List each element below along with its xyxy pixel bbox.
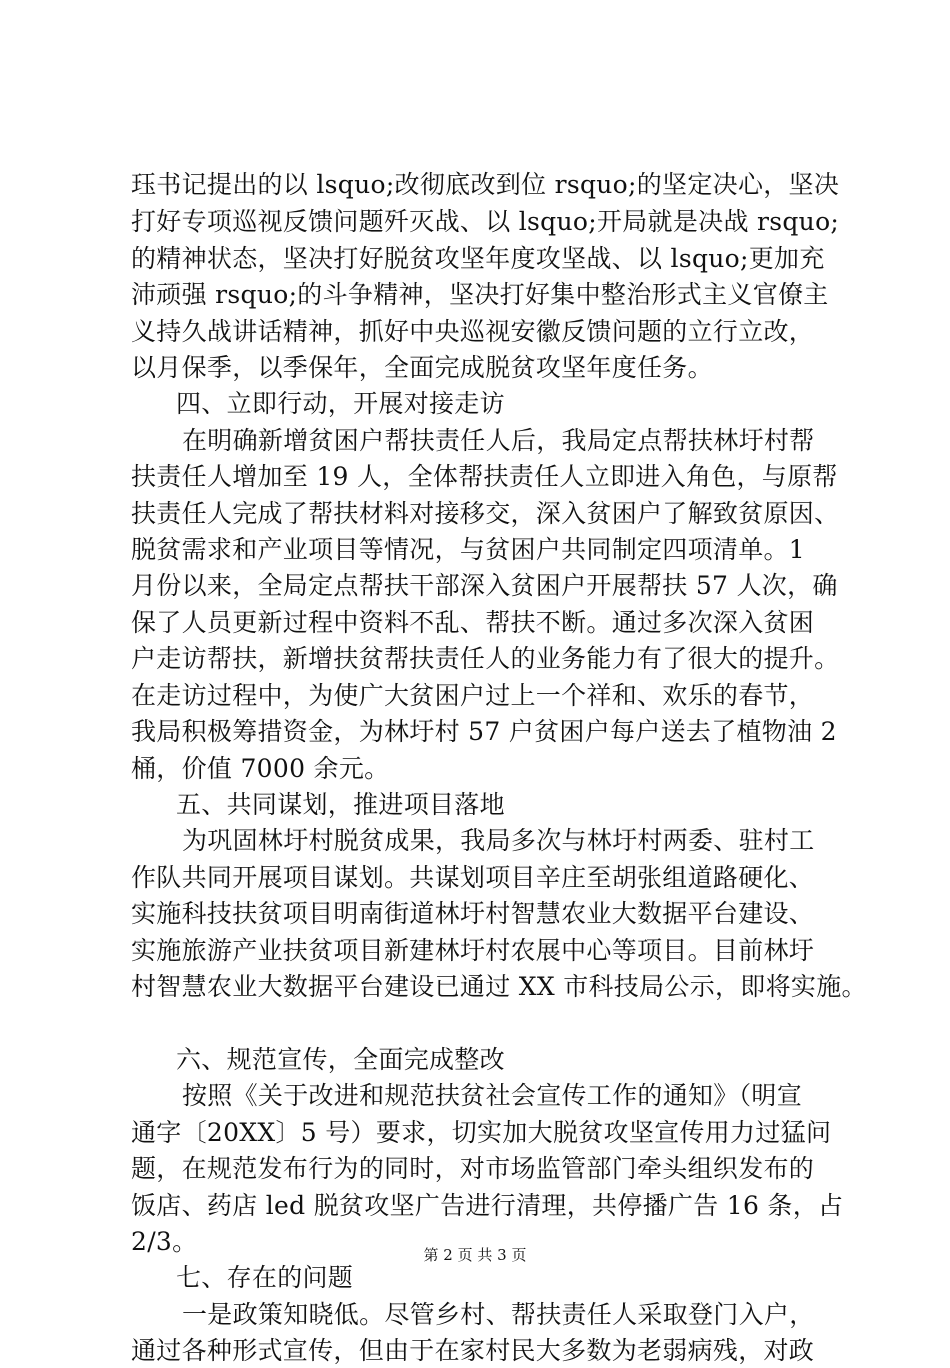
text-line: 义持久战讲话精神，抓好中央巡视安徽反馈问题的立行立改，: [131, 317, 815, 346]
text-line: 2/3。: [131, 1227, 198, 1256]
paragraph-first-line: 为巩固林圩村脱贫成果，我局多次与林圩村两委、驻村工: [182, 826, 815, 855]
text-line: 通过各种形式宣传，但由于在家村民大多数为老弱病残，对政: [131, 1336, 815, 1365]
text-line: 保了人员更新过程中资料不乱、帮扶不断。通过多次深入贫困: [131, 608, 815, 637]
text-line: 实施科技扶贫项目明南街道林圩村智慧农业大数据平台建设、: [131, 899, 815, 928]
text-line: 扶责任人增加至 19 人，全体帮扶责任人立即进入角色，与原帮: [131, 462, 838, 491]
text-line: 题，在规范发布行为的同时，对市场监管部门牵头组织发布的: [131, 1154, 815, 1183]
text-line: 打好专项巡视反馈问题歼灭战、以 lsquo;开局就是决战 rsquo;: [131, 207, 840, 236]
paragraph-first-line: 一是政策知晓低。尽管乡村、帮扶责任人采取登门入户，: [182, 1300, 815, 1329]
text-line: 扶责任人完成了帮扶材料对接移交，深入贫困户了解致贫原因、: [131, 499, 840, 528]
section-heading: 五、共同谋划，推进项目落地: [176, 790, 505, 819]
text-line: 在走访过程中，为使广大贫困户过上一个祥和、欢乐的春节，: [131, 681, 815, 710]
text-line: 以月保季，以季保年，全面完成脱贫攻坚年度任务。: [131, 353, 713, 382]
text-line: 沛顽强 rsquo;的斗争精神，坚决打好集中整治形式主义官僚主: [131, 280, 829, 309]
page-number-footer: 第 2 页 共 3 页: [423, 1246, 527, 1264]
section-heading: 七、存在的问题: [176, 1263, 354, 1292]
text-line: 月份以来，全局定点帮扶干部深入贫困户开展帮扶 57 人次，确: [131, 571, 838, 600]
text-line: 的精神状态，坚决打好脱贫攻坚年度攻坚战、以 lsquo;更加充: [131, 244, 825, 273]
text-line: 桶，价值 7000 余元。: [131, 754, 390, 783]
text-line: 通字〔20XX〕5 号）要求，切实加大脱贫攻坚宣传用力过猛问: [131, 1118, 832, 1147]
section-heading: 四、立即行动，开展对接走访: [176, 389, 505, 418]
text-line: 珏书记提出的以 lsquo;改彻底改到位 rsquo;的坚定决心，坚决: [131, 170, 840, 199]
paragraph-first-line: 按照《关于改进和规范扶贫社会宣传工作的通知》（明宣: [182, 1081, 803, 1110]
text-line: 户走访帮扶，新增扶贫帮扶责任人的业务能力有了很大的提升。: [131, 644, 840, 673]
section-heading: 六、规范宣传，全面完成整改: [176, 1045, 505, 1074]
text-line: 脱贫需求和产业项目等情况，与贫困户共同制定四项清单。1: [131, 535, 806, 564]
text-line: 饭店、药店 led 脱贫攻坚广告进行清理，共停播广告 16 条，占: [131, 1191, 844, 1220]
text-line: 实施旅游产业扶贫项目新建林圩村农展中心等项目。目前林圩: [131, 936, 815, 965]
text-line: 村智慧农业大数据平台建设已通过 XX 市科技局公示，即将实施。: [131, 972, 867, 1001]
text-line: 我局积极筹措资金，为林圩村 57 户贫困户每户送去了植物油 2: [131, 717, 837, 746]
text-line: 作队共同开展项目谋划。共谋划项目辛庄至胡张组道路硬化、: [131, 863, 815, 892]
paragraph-first-line: 在明确新增贫困户帮扶责任人后，我局定点帮扶林圩村帮: [182, 426, 815, 455]
